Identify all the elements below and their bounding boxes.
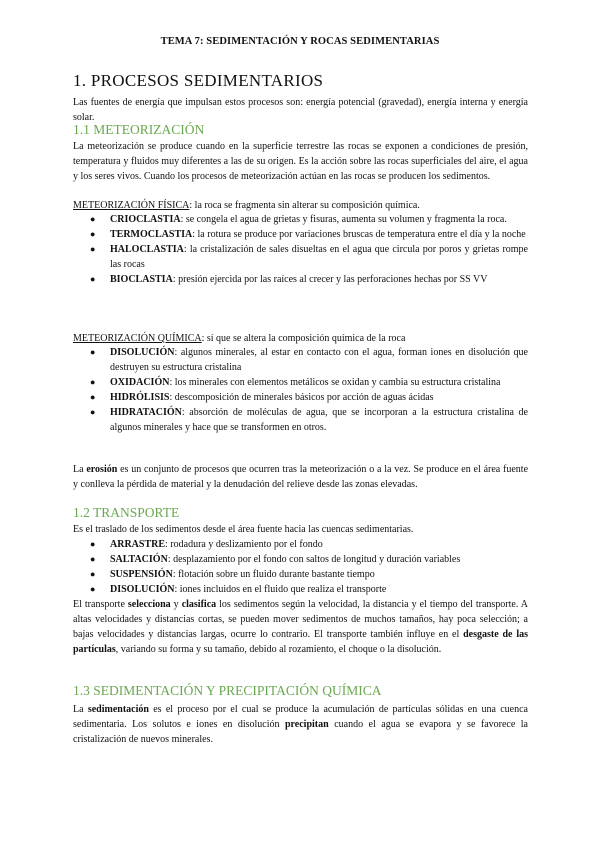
section-1-3-title: 1.3 SEDIMENTACIÓN Y PRECIPITACIÓN QUÍMICA bbox=[73, 683, 382, 698]
list-item: ● CRIOCLASTIA: se congela el agua de grietas y fisuras, aumenta su volumen y fragmenta la roca. bbox=[90, 214, 507, 225]
list-item: ● SUSPENSIÓN: flotación sobre un fluido durante bastante tiempo bbox=[90, 569, 375, 580]
fisica-heading: METEORIZACIÓN FÍSICA: la roca se fragmenta sin alterar su composición química. bbox=[73, 200, 420, 211]
list-item: ● OXIDACIÓN: los minerales con elementos metálicos se oxidan y cambia su estructura cristalina bbox=[90, 377, 501, 388]
section-1-title: 1. PROCESOS SEDIMENTARIOS bbox=[73, 71, 324, 90]
list-item: ● DISOLUCIÓN: algunos minerales, al estar en contacto con el agua, forman iones en disolución que destruyen su estructura cristalina bbox=[90, 347, 528, 373]
section-1-intro: Las fuentes de energía que impulsan estos procesos son: energía potencial (gravedad), energía interna y energía solar. bbox=[73, 97, 528, 123]
sedimentacion-paragraph: La sedimentación es el proceso por el cual se produce la acumulación de partículas sólidas en una cuenca sedimentaria. Los solutos e iones en disolución precipitan cuando el agua se evapora y se favorece la cristalización de nuevos minerales. bbox=[73, 704, 528, 745]
section-1-2-title: 1.2 TRANSPORTE bbox=[73, 505, 180, 520]
quimica-list bbox=[73, 345, 528, 435]
list-item: ● SALTACIÓN: desplazamiento por el fondo con saltos de longitud y duración variables bbox=[90, 554, 461, 565]
list-item: ● BIOCLASTIA: presión ejercida por las raíces al crecer y las perforaciones hechas por SS VV bbox=[90, 274, 488, 285]
section-1-1-title: 1.1 METEORIZACIÓN bbox=[73, 122, 205, 137]
list-item: ● DISOLUCIÓN: iones incluidos en el fluido que realiza el transporte bbox=[90, 584, 387, 595]
fisica-list bbox=[73, 212, 528, 287]
transporte-list bbox=[73, 537, 528, 597]
list-item: ● HIDRÓLISIS: descomposición de minerales básicos por acción de aguas ácidas bbox=[90, 392, 434, 403]
list-item: ● TERMOCLASTIA: la rotura se produce por variaciones bruscas de temperatura entre el día y la noche bbox=[90, 229, 526, 240]
meteorizacion-paragraph: La meteorización se produce cuando en la superficie terrestre las rocas se exponen a condiciones de presión, temperatura y fluidos muy diferentes a las de su origen. Es la acción sobre las rocas superficiales del aire, el agua y los seres vivos. Cuando los procesos de meteorización actúan en las rocas se producen los sedimentos. bbox=[73, 141, 528, 182]
transporte-paragraph: El transporte selecciona y clasifica los sedimentos según la velocidad, la distancia y el tiempo del transporte. A altas velocidades y distancias cortas, se pueden mover sedimentos de muchos tamaños, hay poca selección; a bajas velocidades y distancias largas, ocurre lo contrario. El transporte también influye en el desgaste de las partículas, variando su forma y su tamaño, debido al rozamiento, el choque o la disolución. bbox=[73, 599, 529, 655]
erosion-paragraph: La erosión es un conjunto de procesos que ocurren tras la meteorización o a la vez. Se produce en el área fuente y conlleva la pérdida de material y la denudación del relieve desde las zonas elevadas. bbox=[73, 464, 529, 490]
list-item: ● ARRASTRE: rodadura y deslizamiento por el fondo bbox=[90, 539, 323, 550]
list-item: ● HALOCLASTIA: la cristalización de sales disueltas en el agua que circula por poros y grietas rompe las rocas bbox=[90, 244, 528, 270]
quimica-heading: METEORIZACIÓN QUÍMICA: sí que se altera la composición química de la roca bbox=[73, 333, 406, 344]
list-item: ● HIDRATACIÓN: absorción de moléculas de agua, que se incorporan a la estructura cristalina de algunos minerales y hace que se transformen en otros. bbox=[90, 407, 528, 433]
document-header: TEMA 7: SEDIMENTACIÓN Y ROCAS SEDIMENTARIAS bbox=[160, 36, 440, 47]
transporte-intro: Es el traslado de los sedimentos desde el área fuente hacia las cuencas sedimentarias. bbox=[73, 524, 414, 535]
